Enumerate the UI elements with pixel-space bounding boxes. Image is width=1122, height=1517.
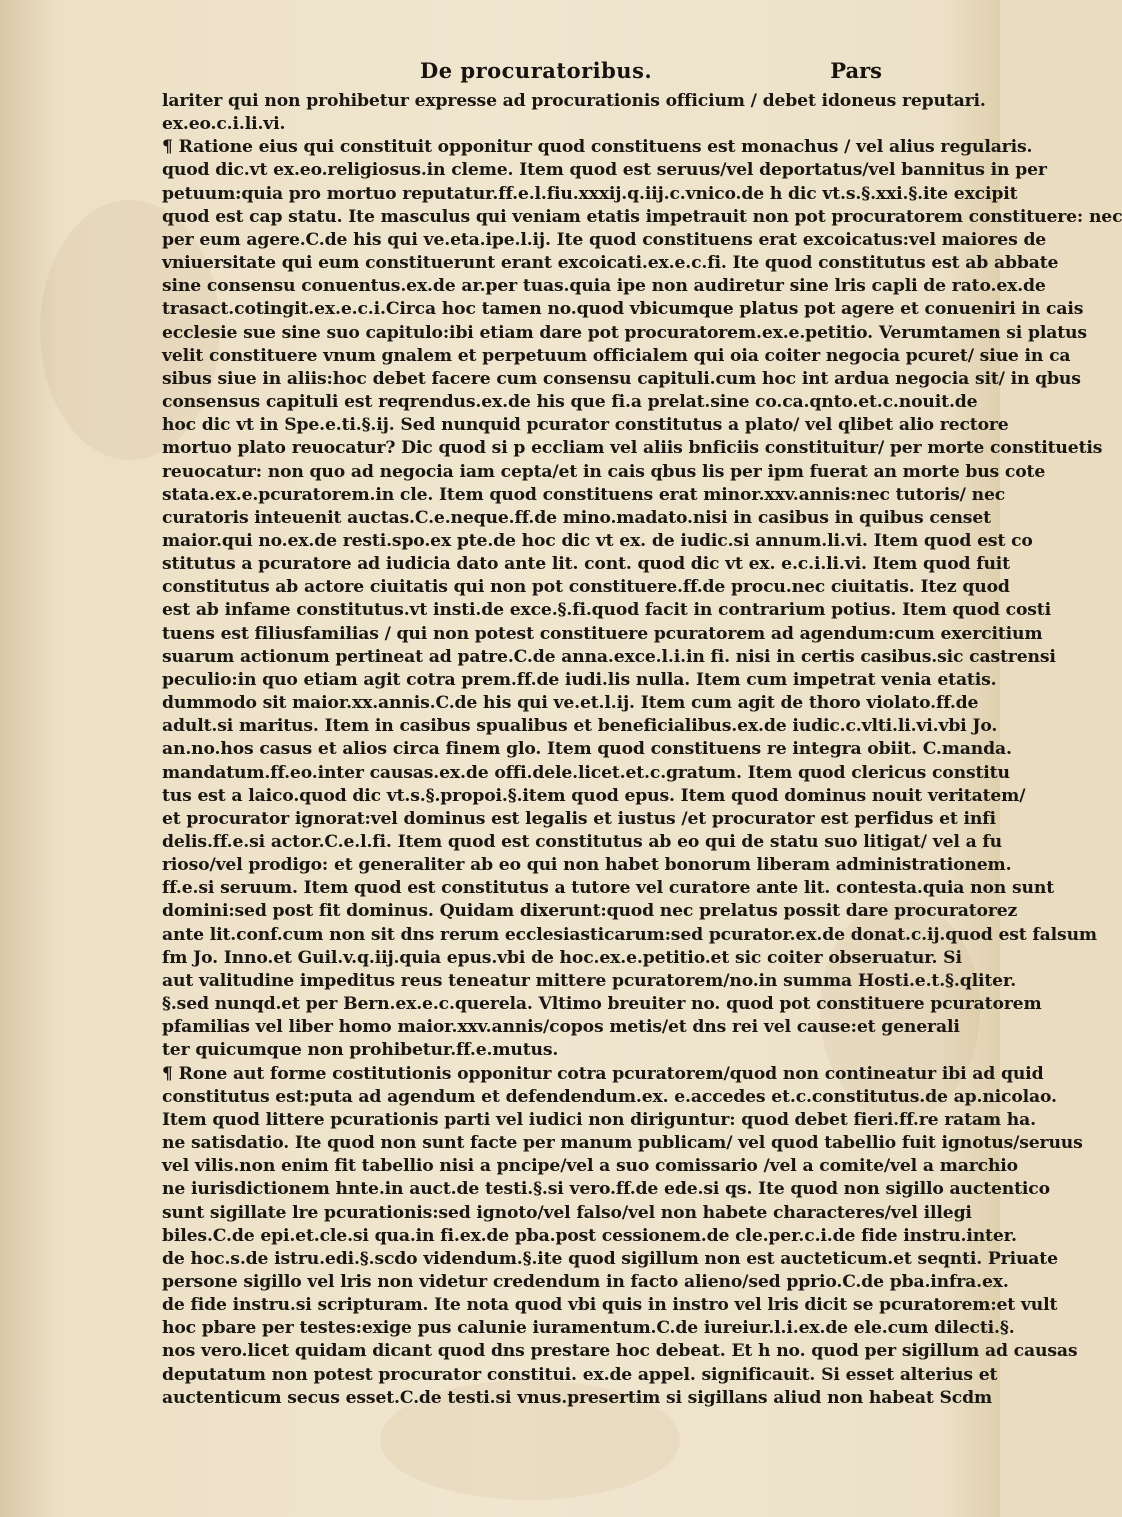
text-line: per eum agere.C.de his qui ve.eta.ipe.l.ij. Ite quod constituens erat excoicatus:vel maiores de (162, 229, 1047, 250)
text-line: auctenticum secus esset.C.de testi.si vnus.presertim si sigillans aliud non habeat Scdm (162, 1387, 992, 1408)
text-line: pfamilias vel liber homo maior.xxv.annis/copos metis/et dns rei vel cause:et generali (162, 1017, 960, 1038)
text-line: domini:sed post fit dominus. Quidam dixerunt:quod nec prelatus possit dare procuratorez (162, 901, 1018, 922)
text-line: tus est a laico.quod dic vt.s.§.propoi.§.item quod epus. Item quod dominus nouit veritatem/ (162, 785, 1026, 806)
text-line: ter quicumque non prohibetur.ff.e.mutus. (162, 1040, 559, 1061)
header-title: De procuratoribus. (420, 58, 653, 83)
text-line: tuens est filiusfamilias / qui non potest constituere pcuratorem ad agendum:cum exercitium (162, 623, 1043, 644)
text-line: an.no.hos casus et alios circa finem glo. Item quod constituens re integra obiit. C.manda. (162, 739, 1012, 760)
text-line: constitutus est:puta ad agendum et defendendum.ex. e.accedes et.c.constitutus.de ap.nicolao. (162, 1086, 1057, 1107)
text-line: §.sed nunqd.et per Bern.ex.e.c.querela. Vltimo breuiter no. quod pot constituere pcuratorem (162, 994, 1042, 1015)
text-line: suarum actionum pertineat ad patre.C.de anna.exce.l.i.in fi. nisi in certis casibus.sic castrensi (162, 646, 1056, 667)
text-line: deputatum non potest procurator constitui. ex.de appel. significauit. Si esset alterius et (162, 1364, 998, 1385)
text-line: vel vilis.non enim fit tabellio nisi a pncipe/vel a suo comissario /vel a comite/vel a marchio (162, 1156, 1018, 1177)
text-line: mortuo plato reuocatur? Dic quod si p eccliam vel aliis bnficiis constituitur/ per morte constituetis (162, 438, 1103, 459)
text-line: sine consensu conuentus.ex.de ar.per tuas.quia ipe non audiretur sine lris capli de rato.ex.de (162, 276, 1046, 297)
text-line: consensus capituli est reqrendus.ex.de his que fi.a prelat.sine co.ca.qnto.et.c.nouit.de (162, 392, 978, 413)
text-line: delis.ff.e.si actor.C.e.l.fi. Item quod est constitutus ab eo qui de statu suo litigat/ vel a fu (162, 832, 1002, 852)
text-line: ne iurisdictionem hnte.in auct.de testi.§.si vero.ff.de ede.si qs. Ite quod non sigillo auctentico (162, 1179, 1050, 1200)
text-line: adult.si maritus. Item in casibus spualibus et beneficialibus.ex.de iudic.c.vlti.li.vi.vbi Jo. (162, 716, 998, 737)
text-line: est ab infame constitutus.vt insti.de exce.§.fi.quod facit in contrarium potius. Item quod costi (162, 600, 1051, 621)
text-line: quod dic.vt ex.eo.religiosus.in cleme. Item quod est seruus/vel deportatus/vel bannitus in per (162, 160, 1047, 181)
text-line: hoc dic vt in Spe.e.ti.§.ij. Sed nunquid pcurator constitutus a plato/ vel qlibet alio rectore (162, 415, 1009, 436)
text-line: persone sigillo vel lris non videtur credendum in facto alieno/sed pprio.C.de pba.infra.ex. (162, 1271, 1009, 1292)
running-header (160, 58, 880, 88)
text-line: peculio:in quo etiam agit cotra prem.ff.de iudi.lis nulla. Item cum impetrat venia etatis. (162, 669, 997, 690)
text-line: rioso/vel prodigo: et generaliter ab eo qui non habet bonorum liberam administrationem. (162, 855, 1012, 876)
text-line: hoc pbare per testes:exige pus calunie iuramentum.C.de iureiur.l.i.ex.de ele.cum dilecti.§. (162, 1318, 1015, 1339)
text-line: mandatum.ff.eo.inter causas.ex.de offi.dele.licet.et.c.gratum. Item quod clericus constitu (162, 762, 1010, 783)
text-line: stata.ex.e.pcuratorem.in cle. Item quod constituens erat minor.xxv.annis:nec tutoris/ nec (162, 484, 1006, 505)
text-line: ne satisdatio. Ite quod non sunt facte per manum publicam/ vel quod tabellio fuit ignotus/seruus (162, 1133, 1083, 1154)
text-line: reuocatur: non quo ad negocia iam cepta/et in cais qbus lis per ipm fuerat an morte bus cote (162, 461, 1046, 482)
text-line: velit constituere vnum gnalem et perpetuum officialem qui oia coiter negocia pcuret/ siue in ca (162, 345, 1071, 366)
text-line: trasact.cotingit.ex.e.c.i.Circa hoc tamen no.quod vbicumque platus pot agere et conueniri in cais (162, 299, 1084, 320)
text-line: biles.C.de epi.et.cle.si qua.in fi.ex.de pba.post cessionem.de cle.per.c.i.de fide instru.inter. (162, 1225, 1017, 1246)
text-line: dummodo sit maior.xx.annis.C.de his qui ve.et.l.ij. Item cum agit de thoro violato.ff.de (162, 693, 979, 714)
text-line: de fide instru.si scripturam. Ite nota quod vbi quis in instro vel lris dicit se pcuratorem:et vult (162, 1295, 1058, 1316)
text-line: sunt sigillate lre pcurationis:sed ignoto/vel falso/vel non habete characteres/vel illegi (162, 1202, 972, 1223)
text-line: ante lit.conf.cum non sit dns rerum ecclesiasticarum:sed pcurator.ex.de donat.c.ij.quod est falsum (162, 924, 1097, 945)
text-line: petuum:quia pro mortuo reputatur.ff.e.l.fiu.xxxij.q.iij.c.vnico.de h dic vt.s.§.xxi.§.ite excipit (162, 183, 1018, 204)
header-section: Pars (830, 58, 882, 83)
text-block (162, 90, 1122, 1410)
text-line: stitutus a pcuratore ad iudicia dato ante lit. cont. quod dic vt ex. e.c.i.li.vi. Item quod fuit (162, 554, 1010, 575)
text-line: lariter qui non prohibetur expresse ad procurationis officium / debet idoneus reputari. (162, 91, 986, 111)
text-line: ¶ Ratione eius qui constituit opponitur quod constituens est monachus / vel alius regularis. (162, 137, 1033, 158)
text-line: ex.eo.c.i.li.vi. (162, 114, 286, 135)
text-line: quod est cap statu. Ite masculus qui veniam etatis impetrauit non pot procuratorem constituere: nec (162, 206, 1122, 227)
text-line: Item quod littere pcurationis parti vel iudici non diriguntur: quod debet fieri.ff.re ratam ha. (162, 1109, 1036, 1130)
text-line: constitutus ab actore ciuitatis qui non pot constituere.ff.de procu.nec ciuitatis. Itez quod (162, 577, 1010, 598)
text-line: curatoris inteuenit auctas.C.e.neque.ff.de mino.madato.nisi in casibus in quibus censet (162, 507, 991, 528)
text-line: ecclesie sue sine suo capitulo:ibi etiam dare pot procuratorem.ex.e.petitio. Verumtamen si platus (162, 322, 1087, 343)
text-line: nos vero.licet quidam dicant quod dns prestare hoc debeat. Et h no. quod per sigillum ad causas (162, 1341, 1078, 1362)
text-line: vniuersitate qui eum constituerunt erant excoicati.ex.e.c.fi. Ite quod constitutus est ab abbate (162, 253, 1059, 274)
text-line: aut valitudine impeditus reus teneatur mittere pcuratorem/no.in summa Hosti.e.t.§.qliter. (162, 970, 1017, 991)
text-line: sibus siue in aliis:hoc debet facere cum consensu capituli.cum hoc int ardua negocia sit/ in qbus (162, 368, 1081, 389)
text-line: ¶ Rone aut forme costitutionis opponitur cotra pcuratorem/quod non contineatur ibi ad quid (162, 1063, 1044, 1084)
text-line: maior.qui no.ex.de resti.spo.ex pte.de hoc dic vt ex. de iudic.si annum.li.vi. Item quod est co (162, 530, 1033, 551)
text-line: de hoc.s.de istru.edi.§.scdo videndum.§.ite quod sigillum non est aucteticum.et seqnti. Priuate (162, 1248, 1058, 1269)
text-line: fm Jo. Inno.et Guil.v.q.iij.quia epus.vbi de hoc.ex.e.petitio.et sic coiter obseruatur. Si (162, 947, 962, 968)
text-line: et procurator ignorat:vel dominus est legalis et iustus /et procurator est perfidus et infi (162, 808, 996, 829)
text-line: ff.e.si seruum. Item quod est constitutus a tutore vel curatore ante lit. contesta.quia non sunt (162, 878, 1054, 899)
